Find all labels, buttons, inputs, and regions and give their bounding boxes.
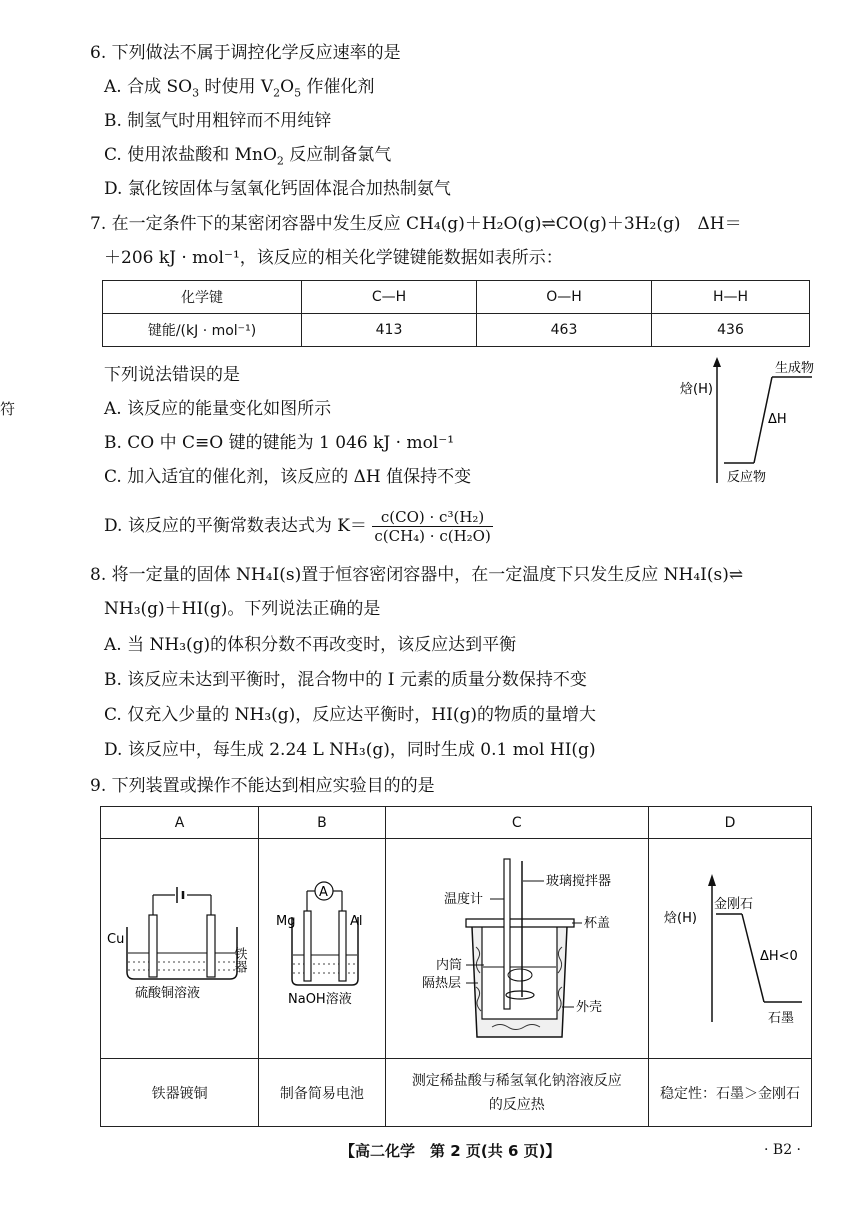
inner-cup-label: 内筒	[435, 957, 462, 973]
q7-option-b: B. CO 中 C≡O 键的键能为 1 046 kJ · mol⁻¹	[104, 433, 455, 453]
cu-label: Cu	[106, 931, 124, 947]
insulation-label: 隔热层	[421, 975, 461, 991]
calorimeter-apparatus	[392, 847, 642, 1047]
q7-option-c: C. 加入适宜的催化剂，该反应的 ΔH 值保持不变	[104, 467, 472, 487]
table-header-row	[101, 807, 812, 839]
table-header-row	[103, 281, 810, 314]
lid-label: 杯盖	[583, 915, 610, 931]
experiment-table	[100, 806, 812, 1127]
galvanic-cell-apparatus	[262, 867, 382, 1027]
margin-note: 符	[0, 400, 16, 418]
al-label: Al	[349, 913, 363, 929]
ammeter-label: A	[318, 884, 328, 900]
bond-energy-table	[102, 280, 810, 347]
d-dh-label: ΔH<0	[760, 948, 798, 964]
q6-option-a: A. 合成 $SO_3$ 时使用 $V_2O_5$ 作催化剂	[104, 77, 375, 100]
q8-option-a: A. 当 NH₃(g)的体积分数不再改变时，该反应达到平衡	[104, 635, 517, 655]
equilibrium-constant-fraction	[372, 508, 492, 545]
solution-label: 硫酸铜溶液	[134, 985, 200, 1001]
diamond-label: 金刚石	[714, 896, 754, 912]
table-cell: 436	[652, 314, 810, 347]
table-cell: 稳定性：石墨＞金刚石	[649, 1059, 812, 1127]
page-code: · B2 ·	[764, 1142, 801, 1158]
table-cell: 键能/(kJ · mol⁻¹)	[103, 314, 302, 347]
mg-label: Mg	[275, 913, 296, 929]
table-row	[101, 1059, 812, 1127]
fraction-denominator: c(CH₄) · c(H₂O)	[374, 527, 491, 545]
table-row	[101, 839, 812, 1059]
q7-option-d: D. 该反应的平衡常数表达式为 K＝ $\frac{\text{c(CO) · c³(H₂)}}{\text{c(CH₄) · c(H₂O)}}$	[104, 508, 491, 545]
q7-energy-diagram	[672, 355, 822, 490]
table-cell: 413	[302, 314, 477, 347]
table-cell: O—H	[477, 281, 652, 314]
apparatus-c-cell	[385, 839, 648, 1059]
q7-stem-line2: ＋206 kJ · mol⁻¹，该反应的相关化学键键能数据如表所示：	[104, 248, 563, 268]
graph-y-label: 焓(H)	[680, 382, 713, 397]
stirrer-label: 玻璃搅拌器	[545, 873, 611, 889]
graph-reactant-label: 反应物	[727, 470, 767, 485]
table-cell: 制备简易电池	[259, 1059, 385, 1127]
d-y-label: 焓(H)	[664, 910, 697, 926]
table-cell: 化学键	[103, 281, 302, 314]
graph-dh-label: ΔH	[768, 412, 787, 427]
q8-option-c: C. 仅充入少量的 NH₃(g)，反应达平衡时，HI(g)的物质的量增大	[104, 705, 596, 725]
table-cell: 铁器镀铜	[101, 1059, 259, 1127]
q6-option-d: D. 氯化铵固体与氢氧化钙固体混合加热制氨气	[104, 179, 451, 199]
q7-option-a: A. 该反应的能量变化如图所示	[104, 399, 332, 419]
naoh-label: NaOH溶液	[287, 991, 352, 1007]
apparatus-a-cell	[101, 839, 259, 1059]
table-cell: C—H	[302, 281, 477, 314]
thermometer-label: 温度计	[443, 891, 483, 907]
shell-label: 外壳	[575, 999, 602, 1015]
apparatus-b-cell	[259, 839, 385, 1059]
table-cell: B	[259, 807, 385, 839]
table-cell: D	[649, 807, 812, 839]
graphite-label: 石墨	[768, 1010, 795, 1026]
q7-prompt: 下列说法错误的是	[104, 365, 240, 385]
graph-product-label: 生成物	[775, 361, 815, 376]
table-cell: C	[385, 807, 648, 839]
q7-stem-line1: 7. 在一定条件下的某密闭容器中发生反应 CH₄(g)＋H₂O(g)⇌CO(g)＋3H₂(g) ΔH＝	[90, 214, 742, 234]
iron-label: 铁器	[231, 946, 247, 973]
q6-stem: 6. 下列做法不属于调控化学反应速率的是	[90, 43, 401, 63]
q8-stem-line1: 8. 将一定量的固体 NH₄I(s)置于恒容密闭容器中，在一定温度下只发生反应 NH₄I(s)⇌	[90, 565, 744, 585]
q8-stem-line2: NH₃(g)＋HI(g)。下列说法正确的是	[104, 599, 381, 619]
table-cell: H—H	[652, 281, 810, 314]
table-cell: 463	[477, 314, 652, 347]
table-row	[103, 314, 810, 347]
q8-option-d: D. 该反应中，每生成 2.24 L NH₃(g)，同时生成 0.1 mol HI(g)	[104, 740, 596, 760]
q8-option-b: B. 该反应未达到平衡时，混合物中的 I 元素的质量分数保持不变	[104, 670, 587, 690]
q6-option-c: C. 使用浓盐酸和 MnO$_2$ 反应制备氯气	[104, 145, 392, 168]
enthalpy-diagram	[650, 862, 810, 1032]
q6-option-b: B. 制氢气时用粗锌而不用纯锌	[104, 111, 332, 131]
q9-stem: 9. 下列装置或操作不能达到相应实验目的的是	[90, 776, 435, 796]
table-cell: A	[101, 807, 259, 839]
page-footer: 【高二化学 第 2 页(共 6 页)】	[340, 1142, 561, 1160]
fraction-numerator: c(CO) · c³(H₂)	[372, 508, 492, 527]
table-cell: 测定稀盐酸与稀氢氧化钠溶液反应的反应热	[385, 1059, 648, 1127]
apparatus-d-cell	[649, 839, 812, 1059]
electroplating-apparatus	[105, 867, 255, 1027]
